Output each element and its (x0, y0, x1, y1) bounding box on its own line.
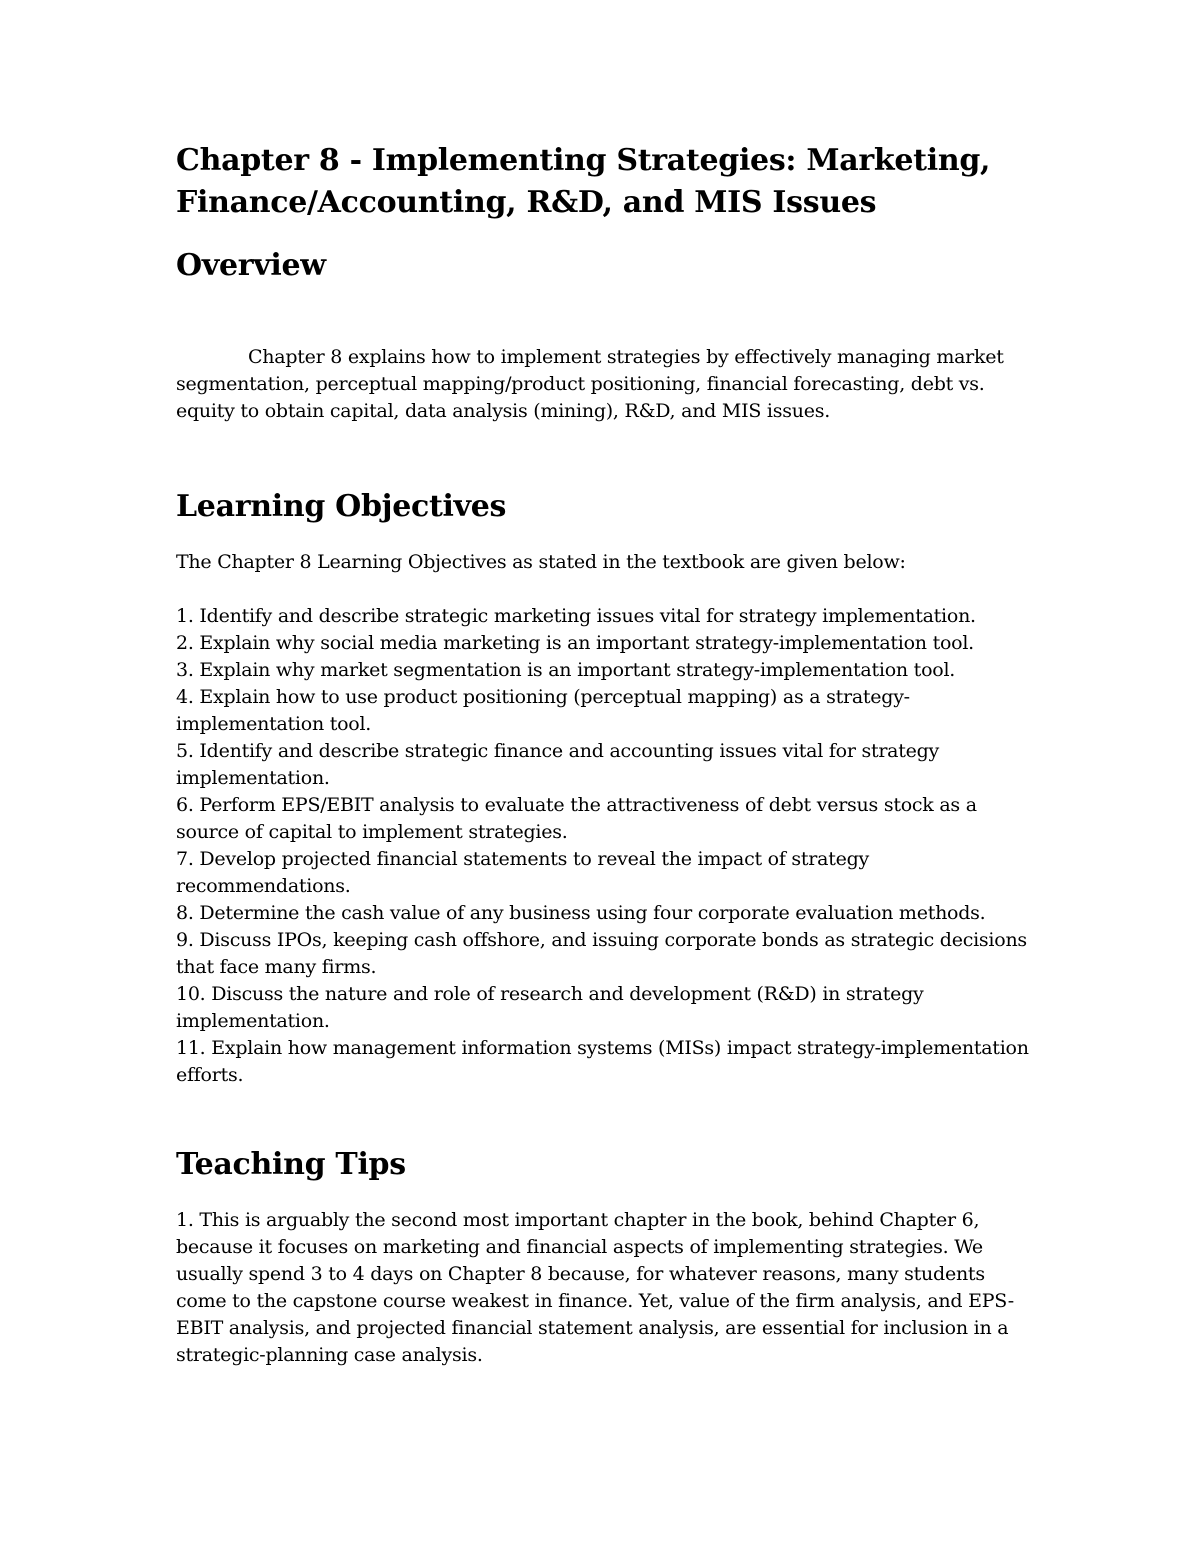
document-page (176, 140, 1036, 1369)
list-item: 8. Determine the cash value of any business using four corporate evaluation methods. (176, 902, 986, 924)
list-item: 6. Perform EPS/EBIT analysis to evaluate the attractiveness of debt versus stock as a source of capital to implement strategies. (176, 794, 977, 843)
overview-paragraph: Chapter 8 explains how to implement strategies by effectively managing market segmentation, perceptual mapping/product positioning, financial forecasting, debt vs. equity to obtain capital, data analysis (mining), R&D, and MIS issues. (176, 346, 1004, 422)
teaching-tip-paragraph: 1. This is arguably the second most important chapter in the book, behind Chapter 6, because it focuses on marketing and financial aspects of implementing strategies. We usually spend 3 to 4 days on Chapter 8 because, for whatever reasons, many students come to the capstone course weakest in finance. Yet, value of the firm analysis, and EPS-EBIT analysis, and projected financial statement analysis, are essential for inclusion in a strategic-planning case analysis. (176, 1209, 1014, 1366)
list-item: 7. Develop projected financial statements to reveal the impact of strategy recommendations. (176, 848, 869, 897)
document-title: Chapter 8 - Implementing Strategies: Marketing, Finance/Accounting, R&D, and MIS Issues (176, 143, 991, 220)
list-item: 5. Identify and describe strategic finance and accounting issues vital for strategy implementation. (176, 740, 940, 789)
list-item: 4. Explain how to use product positioning (perceptual mapping) as a strategy-implementation tool. (176, 686, 910, 735)
list-item: 9. Discuss IPOs, keeping cash offshore, and issuing corporate bonds as strategic decisions that face many firms. (176, 929, 1027, 978)
overview-heading: Overview (176, 248, 326, 283)
list-item: 1. Identify and describe strategic marketing issues vital for strategy implementation. (176, 605, 976, 627)
learning-objectives-heading: Learning Objectives (176, 489, 507, 524)
learning-objectives-list (176, 603, 1036, 1089)
teaching-tips-heading: Teaching Tips (176, 1147, 406, 1182)
learning-objectives-intro: The Chapter 8 Learning Objectives as stated in the textbook are given below: (176, 551, 906, 573)
list-item: 2. Explain why social media marketing is an important strategy-implementation tool. (176, 632, 974, 654)
list-item: 10. Discuss the nature and role of research and development (R&D) in strategy implementation. (176, 983, 924, 1032)
list-item: 11. Explain how management information systems (MISs) impact strategy-implementation efforts. (176, 1037, 1029, 1086)
list-item: 3. Explain why market segmentation is an important strategy-implementation tool. (176, 659, 956, 681)
